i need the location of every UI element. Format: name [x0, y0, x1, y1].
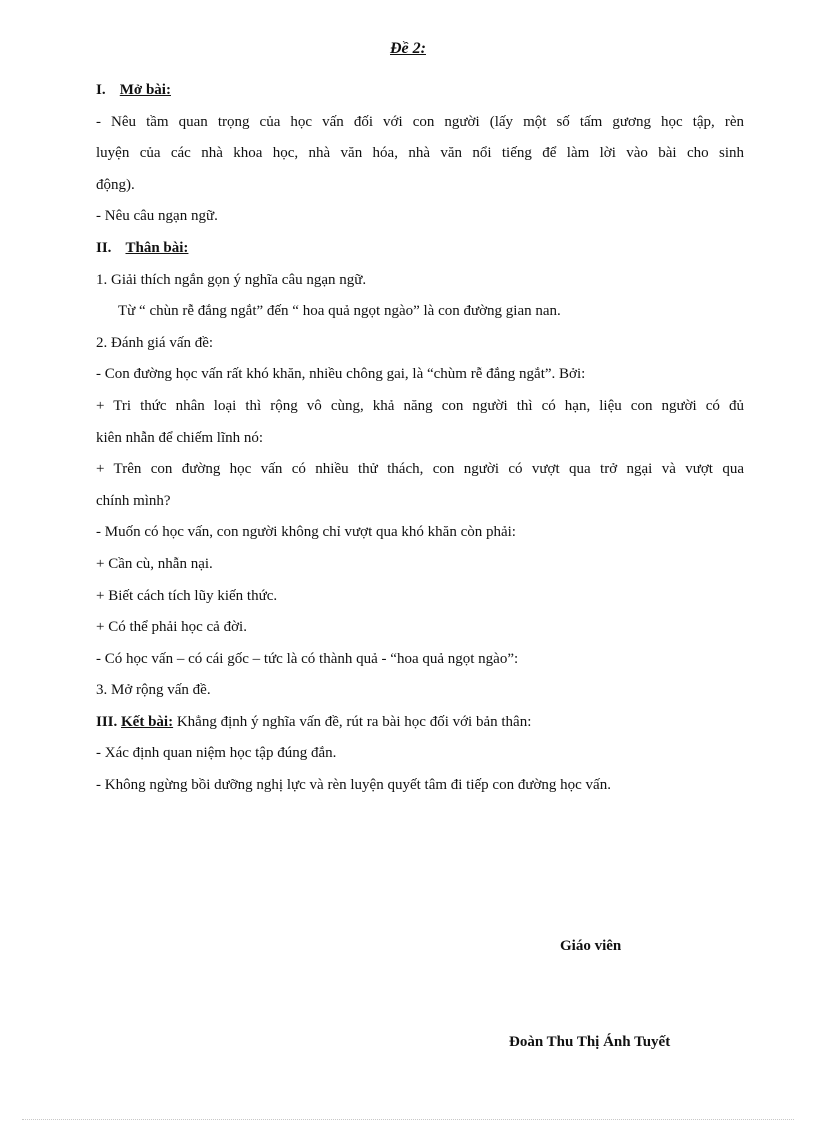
- section-number: I.: [96, 82, 106, 98]
- conclusion-line: - Không ngừng bồi dưỡng nghị lực và rèn luyện quyết tâm đi tiếp con đường học vấn.: [96, 777, 611, 794]
- signature-name: Đoàn Thu Thị Ánh Tuyết: [509, 1034, 671, 1050]
- conclusion-line: - Xác định quan niệm học tập đúng đắn.: [96, 745, 337, 762]
- body-line: 2. Đánh giá vấn đề:: [96, 334, 214, 351]
- intro-line: động).: [96, 176, 135, 193]
- conclusion-intro-text: Khẳng định ý nghĩa vấn đề, rút ra bài học đối với bản thân:: [173, 713, 532, 730]
- body-line: + Cần cù, nhẫn nại.: [96, 555, 213, 572]
- section-number: III.: [96, 713, 118, 730]
- intro-line: luyện của các nhà khoa học, nhà văn hóa, nhà văn nổi tiếng để làm lời vào bài cho sinh: [96, 145, 744, 162]
- body-line: Từ “ chùn rễ đắng ngắt” đến “ hoa quả ngọt ngào” là con đường gian nan.: [118, 303, 561, 320]
- section-heading-conclusion: [96, 707, 744, 739]
- body-line: 1. Giải thích ngắn gọn ý nghĩa câu ngạn ngữ.: [96, 271, 367, 288]
- section-heading-body: [96, 233, 744, 265]
- signature-title: Giáo viên: [560, 938, 622, 954]
- section-label: Mở bài:: [119, 82, 171, 98]
- section-number: II.: [96, 239, 112, 256]
- body-line: chính mình?: [96, 492, 171, 509]
- section-label: Kết bài:: [121, 713, 174, 730]
- body-line: - Con đường học vấn rất khó khăn, nhiều chông gai, là “chùm rễ đắng ngắt”. Bởi:: [96, 366, 586, 383]
- section-label: Thân bài:: [125, 239, 189, 256]
- document-title: Đề 2:: [390, 40, 426, 57]
- body-line: + Biết cách tích lũy kiến thức.: [96, 587, 278, 604]
- intro-line: - Nêu câu ngạn ngữ.: [96, 208, 218, 225]
- document-body: [96, 75, 744, 802]
- body-line: - Muốn có học vấn, con người không chỉ vượt qua khó khăn còn phải:: [96, 524, 516, 541]
- body-line: + Trên con đường học vấn có nhiều thử thách, con người có vượt qua trở ngại và vượt qua: [96, 461, 744, 478]
- intro-line: - Nêu tầm quan trọng của học vấn đối với con người (lấy một số tấm gương học tập, rèn: [96, 113, 744, 130]
- section-heading-intro: [96, 75, 744, 107]
- page-bottom-divider: [22, 1119, 794, 1120]
- body-line: + Tri thức nhân loại thì rộng vô cùng, khả năng con người thì có hạn, liệu con người có đủ: [96, 397, 744, 414]
- body-line: - Có học vấn – có cái gốc – tức là có thành quả - “hoa quả ngọt ngào”:: [96, 650, 519, 667]
- body-line: + Có thể phải học cả đời.: [96, 619, 247, 636]
- body-line: kiên nhẫn để chiếm lĩnh nó:: [96, 429, 264, 446]
- body-line: 3. Mở rộng vấn đề.: [96, 682, 211, 699]
